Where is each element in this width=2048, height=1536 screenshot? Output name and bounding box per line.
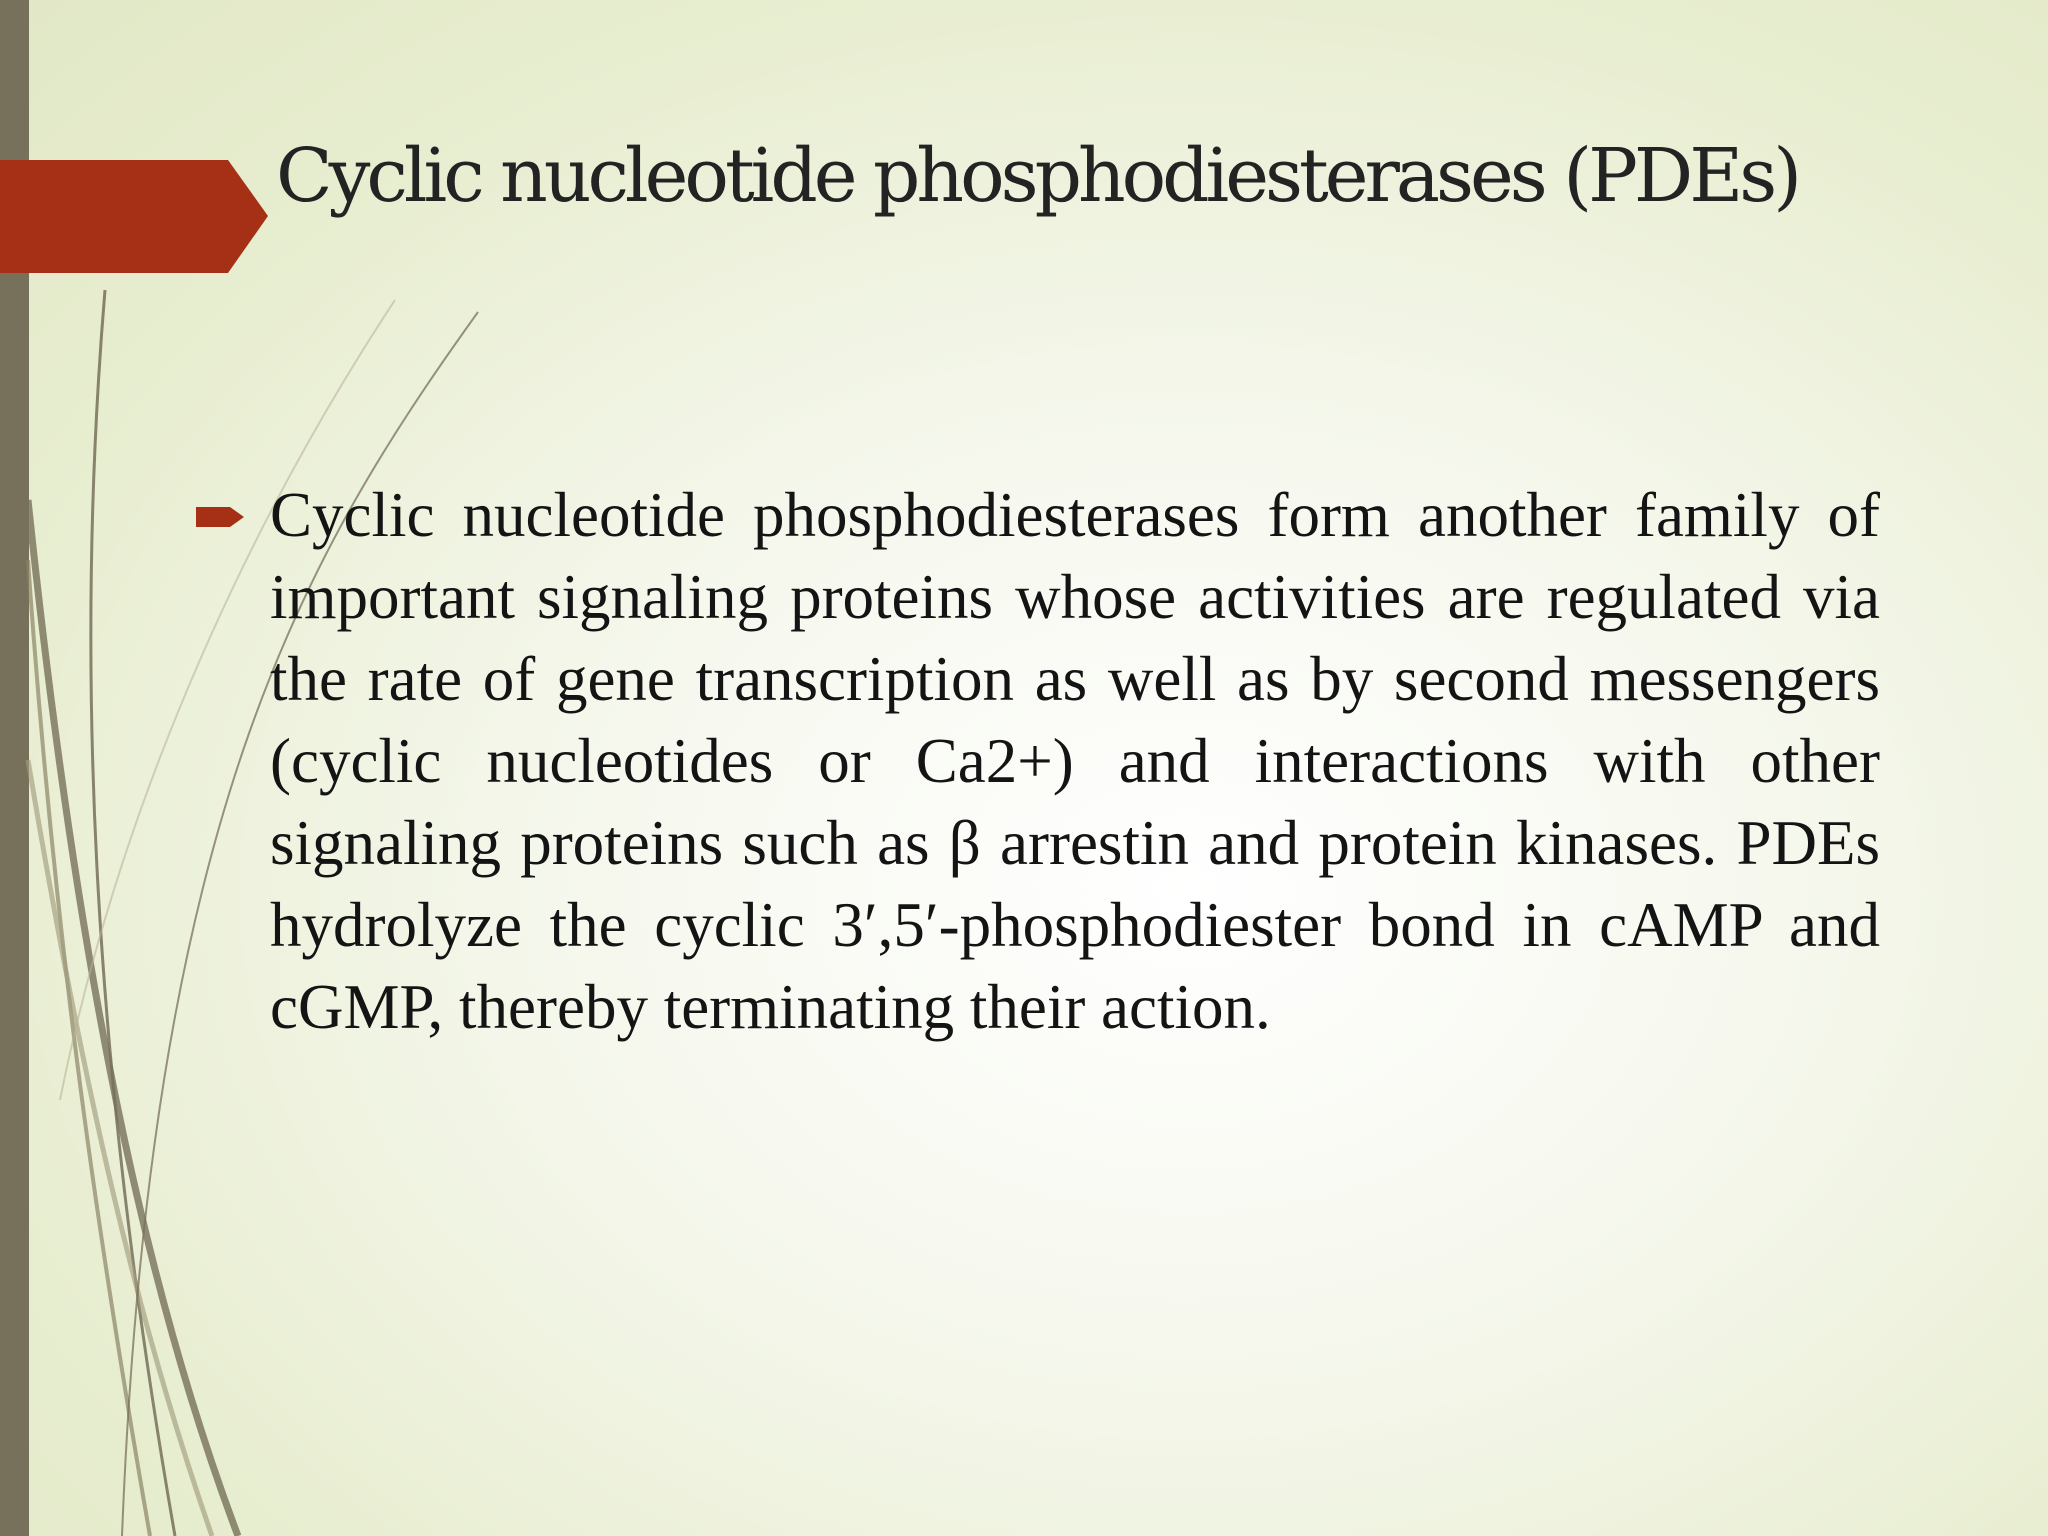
- slide-title: Cyclic nucleotide phosphodiesterases (PDEs): [276, 133, 1799, 219]
- title-arrow-icon: [0, 160, 268, 273]
- bullet-text: Cyclic nucleotide phosphodiesterases form another family of important signaling proteins whose activities are regulated via the rate of gene transcription as well as by second messengers (cyclic nucleotides or Ca2+) and interactions with other signaling proteins such as β arrestin and protein kinases. PDEs hydrolyze the cyclic 3′,5′-phosphodiester bond in cAMP and cGMP, thereby terminating their action.: [270, 480, 1880, 1042]
- arrow-bullet-icon: [196, 504, 246, 530]
- bullet-list: [196, 474, 1880, 1048]
- list-item: [196, 474, 1880, 1048]
